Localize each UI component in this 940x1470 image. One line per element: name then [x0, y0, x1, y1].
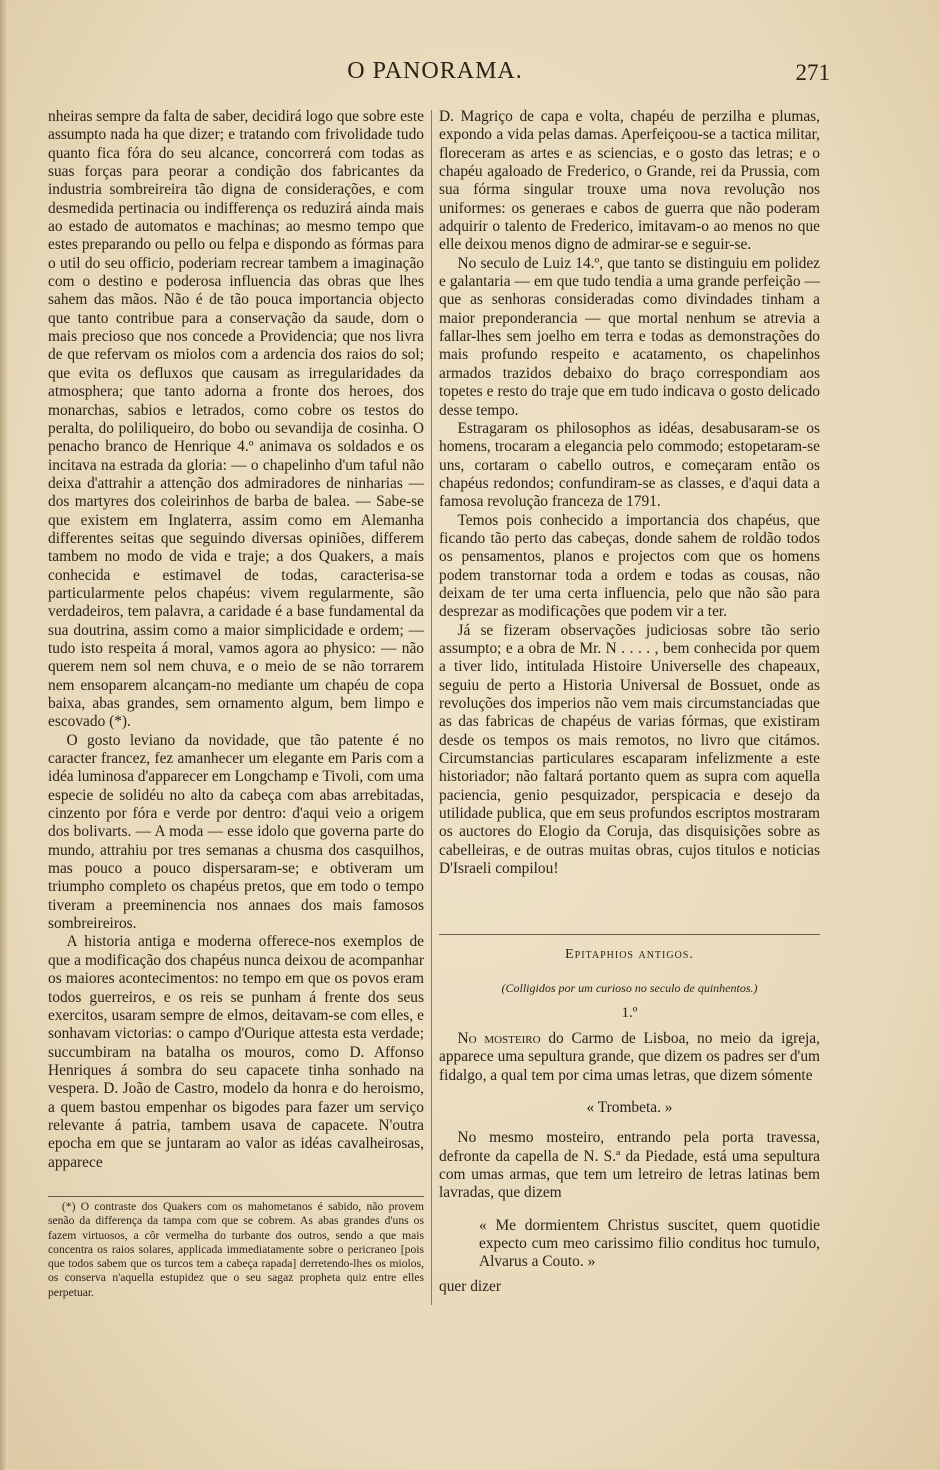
section-title: Epitaphios antigos.: [565, 947, 694, 962]
page-number: 271: [795, 60, 830, 85]
right-paragraph: D. Magriço de capa e volta, chapéu de perzilha e plumas, expondo a vida pelas damas. Aperfeiçoou-se a tactica militar, floreceram as artes e as sciencias, e o gosto das letras; e o chapéu agaloado de Frederico, o Grande, rei da Prussia, com sua fórma singular trouxe uma nova revolução nos uniformes: os generaes e cabos de guerra que não poderam adquirir o talento de Frederico, imitavam-o ao menos no que elle deixou menos digno de admirar-se e seguir-se.: [439, 108, 820, 254]
epitaphs-body: [439, 1030, 820, 1296]
footnote-rule: [48, 1196, 424, 1197]
epitaph-paragraph: [439, 1030, 820, 1085]
column-divider: [431, 110, 432, 1305]
epitaph-latin-inscription: « Me dormientem Christus suscitet, quem quotidie expecto cum meo carissimo filio conditus hoc tumulo, Alvarus a Couto. »: [479, 1216, 820, 1271]
footnote: [48, 1200, 424, 1300]
left-paragraph: O gosto leviano da novidade, que tão patente é no caracter francez, fez amanhecer um elegante em Paris com a idéa luminosa d'apparecer em Longchamp e Tivoli, com uma especie de solidéu no alto da cabeça com abas arrebitadas, cinzento por fóra e verde por dentro: d'aqui veio a origem dos bolivarts. — A moda — esse idolo que governa parte do mundo, attrahiu por tres semanas a chusma dos casquilhos, mas pouco a pouco dispersaram-se; e obtiveram um triumpho completo os chapéus pretos, que em todo o tempo tiveram a preeminencia nos annaes dos mais famosos sombreireiros.: [48, 731, 424, 933]
right-paragraph: No seculo de Luiz 14.º, que tanto se distinguiu em polidez e galantaria — em que tudo tendia a uma grande perfeição — que as senhoras consideradas como divindades tinham a maior preponderancia — que mortal nenhum se atrevia a fallar-lhes sem joelho em terra e todas as demonstrações do mais profundo respeito e acatamento, os chapelinhos armados trazidos debaixo do braço correspondiam aos topetes e resto do traje que em tudo indicava o gosto delicado desse tempo.: [439, 254, 820, 419]
epitaph-lead: No mosteiro: [457, 1030, 541, 1047]
epitaph-paragraph: No mesmo mosteiro, entrando pela porta travessa, defronte da capella de N. S.ª da Piedade, está uma sepultura com umas armas, que tem um letreiro de letras latinas bem lavradas, que dizem: [439, 1129, 820, 1202]
epitaph-text: do Carmo de Lisboa, no meio da igreja, apparece uma sepultura grande, que dizem os padres ser d'um fidalgo, a qual tem por cima umas letras, que dizem sómente: [439, 1030, 820, 1084]
journal-title: O PANORAMA.: [347, 58, 523, 84]
section-rule: [439, 934, 820, 935]
right-paragraph: Estragaram os philosophos as idéas, desabusaram-se os homens, trocaram a elegancia pelo commodo; estopetaram-se uns, cortaram o cabello outros, e começaram então os chapéus redondos; confundiram-se as classes, e d'aqui data a famosa revolução franceza de 1791.: [439, 419, 820, 511]
left-paragraph: nheiras sempre da falta de saber, decidirá logo que sobre este assumpto nada ha que dizer; e tratando com frivolidade tudo quanto fica fóra do seu alcance, concorrerá com todas as suas forças para peorar a condição dos fabricantes da industria sombreireira tão digna de considerações, e com desmedida pertinacia ou indifferença os reduzirá ainda mais ao estado de automatos e machinas; ao mesmo tempo que estes preparando ou pello ou felpa e dispondo as fórmas para o util do seu officio, poderiam recrear tambem a imaginação com o destino e poderosa influencia das obras que lhes sahem das mãos. Não é de tão pouca importancia objecto que tanto contribue para a conservação da saude, dom o mais precioso que nos concede a Providencia; que nos livra de que refervam os miolos com a ardencia dos raios do sol; que evita os defluxos que causam as irregularidades da atmosphera; que tanto adorna a fronte dos heroes, dos monarchas, sabios e letrados, como cobre os testos do peralta, do poliliqueiro, do bobo ou sevandija de cosinha. O penacho branco de Henrique 4.º animava os soldados e os incitava na estrada da gloria: — o chapelinho d'um taful não deixa d'attrahir a attenção dos admiradores de ninharias — dos martyres dos coleirinhos de barba de balea. — Sabe-se que existem em Inglaterra, assim como em Alemanha differentes seitas que seguindo diversas opiniões, differem tambem no modo de vida e traje; a dos Quakers, a mais conhecida e estimavel de todas, caracterisa-se particularmente pelos chapéus: vivem regularmente, são verdadeiros, tem palavra, a caridade é a base fundamental da sua doutrina, assim como a maior simplicidade e ordem; — tudo isto respeita á moral, vamos agora ao physico: — não querem nem sol nem chuva, e o meio de se não torrarem nem ensoparem alcançam-no mediante um chapéu de copa baixa, abas grandes, sem ornamento algum, bem limpo e escovado (*).: [48, 108, 424, 731]
section-subtitle: (Colligidos por um curioso no seculo de quinhentos.): [501, 981, 758, 995]
epitaph-quote: « Trombeta. »: [586, 1099, 673, 1117]
page-header: [40, 58, 830, 92]
left-paragraph: A historia antiga e moderna offerece-nos exemplos de que a modificação dos chapéus nunca deixou de acompanhar os maiores acontecimentos: no tempo em que os povos eram todos guerreiros, e os reis se punham á frente dos seus exercitos, usaram sempre de elmos, deitavam-se com elles, e sonhavam victorias: o campo d'Ourique attesta esta verdade; succumbiram na batalha os mouros, como D. Affonso Henriques á sombra do seu capacete tinha sonhado na vespera. D. João de Castro, modelo da honra e do heroismo, a quem bastou empenhar os bigodes para fazer um serviço relevante á patria, tambem usava de capacete. N'outra epocha em que se juntaram ao valor as idéas cavalheirosas, apparece: [48, 933, 424, 1171]
footnote-text: (*) O contraste dos Quakers com os mahometanos é sabido, não provem senão da differença da tampa com que se cobrem. As abas grandes d'uns os fazem virtuosos, a côr vermelha do turbante dos outros, sendo a que mais concentra os raios solares, applicada immediatamente sobre o pericraneo [pois que todos sabem que os turcos tem a cabeça rapada] derretendo-lhes os miolos, os conserva n'aquella estupidez que o seu sagaz propheta quiz entre elles perpetuar.: [48, 1200, 424, 1299]
right-paragraph: Temos pois conhecido a importancia dos chapéus, que ficando tão perto das cabeças, donde sahem de roldão todos os pensamentos, planos e projectos com que os homens podem transtornar toda a ordem e todas as cousas, não deixam de ter uma certa influencia, pelo que não são para desprezar as modificações que podem vir a ter.: [439, 511, 820, 621]
right-column: [439, 108, 820, 878]
binding-edge: [0, 0, 8, 1470]
right-paragraph: Já se fizeram observações judiciosas sobre tão serio assumpto; e a obra de Mr. N . . . . , bem conhecida por quem a tiver lido, intitulada Histoire Universelle des chapeaux, seguiu de perto a Historia Universal de Bossuet, onde as revoluções dos imperios não vem mais circumstanciadas que as das fabricas de chapéus de varias fórmas, que existiram desde os tempos os mais remotos, no livro que citámos. Circumstancias particulares escaparam infelizmente a este historiador; não faltará portanto quem as supra com aquella paciencia, genio pesquizador, perspicacia e desejo da utilidade publica, que em seus profundos escriptos mostraram os auctores do Elogio da Coruja, das disquisições sobre as cabelleiras, e de outras muitas obras, cujos titulos e noticias D'Israeli compilou!: [439, 621, 820, 878]
epitaph-number: 1.º: [621, 1005, 638, 1021]
left-column: [48, 108, 424, 1172]
epitaph-tail: quer dizer: [439, 1277, 501, 1295]
